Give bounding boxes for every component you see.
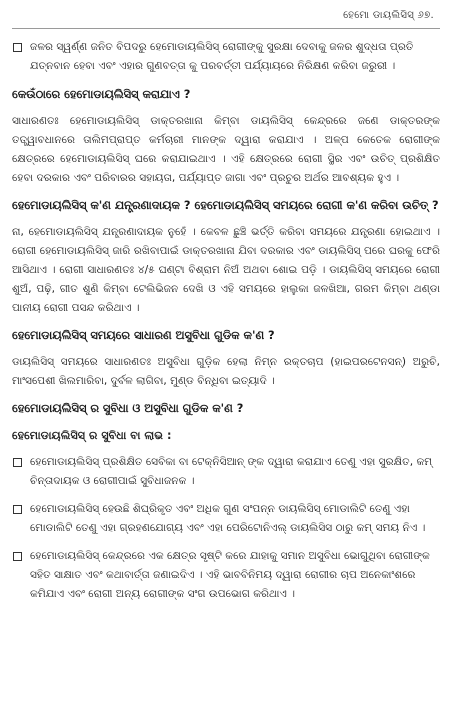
advantage-item [12,547,440,604]
square-bullet-icon [13,458,22,467]
square-bullet-icon [13,552,22,561]
section-heading-painful: ହେମୋଡାୟଲିସିସ୍ କ'ଣ ଯନ୍ତ୍ରଣାଦାୟକ ? ହେମୋଡାୟଲିସିସ୍ ସମୟରେ ରୋଗୀ କ'ଣ କରିବା ଉଚିତ୍ ? [12,198,439,212]
section-heading-pros-cons: ହେମୋଡାୟଲିସିସ୍ ର ସୁବିଧା ଓ ଅସୁବିଧା ଗୁଡିକ କ'ଣ ? [12,401,244,415]
section-body-problems: ଡାୟଲିସିସ୍ ସମୟରେ ସାଧାରଣତଃ ଅସୁବିଧା ଗୁଡ଼ିକ ହେଲା ନିମ୍ନ ରକ୍ତଚାପ (ହାଇପରଟେନସନ୍) ଅରୁଚି, ମାଂସପେଶୀ ଖିଲମାରିବା, ଦୁର୍ବଳ ଲାଗିବା, ମୁଣ୍ଡ ବିନ୍ଧିବା ଇତ୍ୟାଦି । [12,356,440,387]
section-heading-where: କେଉଁଠାରେ ହେମୋଡାୟଲିସିସ୍ କରାଯାଏ ? [12,87,191,101]
section-body-where: ସାଧାରଣତଃ ହେମୋଡାୟଲିସିସ୍ ଡାକ୍ତରଖାନା କିମ୍ବା ଡାୟଲିସିସ୍ କେନ୍ଦ୍ରରେ ଜଣେ ଡାକ୍ତରଙ୍କ ତତ୍ତ୍ୱାବଧାନରେ ତାଲିମପ୍ରାପ୍ତ କର୍ମଚାରୀ ମାନଙ୍କ ଦ୍ୱାରା କରାଯାଏ । ଅଳ୍ପ କେତେକ ରୋଗୀଙ୍କ କ୍ଷେତ୍ରରେ ହେମୋଡାୟଲିସିସ୍ ଘରେ କରାଯାଇଥାଏ । ଏହି କ୍ଷେତ୍ରରେ ରୋଗୀ ସ୍ଥିର ଏବଂ ଉଚିତ୍ ପ୍ରଶିକ୍ଷିତ ହେବା ଦରକାର ଏବଂ ପରିବାରର ସହାୟତା, ପର୍ଯ୍ୟାପ୍ତ ଜାଗା ଏବଂ ପ୍ରଚୁର ଅର୍ଥର ଆବଶ୍ୟକ ହୁଏ । [12,115,440,184]
section-heading-problems: ହେମୋଡାୟଲିସିସ୍ ସମୟରେ ସାଧାରଣ ଅସୁବିଧା ଗୁଡିକ କ'ଣ ? [12,328,275,342]
section-subheading-advantages: ହେମୋଡାୟଲିସିସ୍ ର ସୁବିଧା ବା ଲାଭ : [12,429,172,442]
advantage-item [12,453,440,491]
advantage-text: ହେମୋଡାୟଲିସିସ୍ ପ୍ରଶିକ୍ଷିତ ସେବିକା ବା ଟେକ୍ନିସିଆନ୍ ଙ୍କ ଦ୍ୱାରା କରାଯାଏ ତେଣୁ ଏହା ସୁରକ୍ଷିତ, କମ୍ ଚିନ୍ତାଦାୟକ ଓ ରୋଗୀପାଇଁ ସୁବିଧାଜନକ । [30,456,433,487]
advantage-text: ହେମୋଡାୟଲିସିସ୍ କେନ୍ଦ୍ରରେ ଏକ କ୍ଷେତ୍ର ସୃଷ୍ଟି କରେ ଯାହାକୁ ସମାନ ଅସୁବିଧା ଭୋଗୁଥିବା ରୋଗୀଙ୍କ ସହିତ ସାକ୍ଷାତ ଏବଂ କଥାବାର୍ତ୍ତା ଜଣାଇଦିଏ । ଏହି ଭାବବିନିମୟ ଦ୍ୱାରା ରୋଗୀର ଚାପ ଅନେକାଂଶରେ କମିଯାଏ ଏବଂ ରୋଗୀ ଅନ୍ୟ ରୋଗୀଙ୍କ ସଂଗ ଉପଭୋଗ କରିଥାଏ । [30,550,430,600]
running-header: ହେମୋ ଡାୟଲିସିସ୍ ୬୭. [12,6,440,29]
advantage-item [12,500,440,538]
advantage-text: ହେମୋଡାୟଲିସିସ୍ ହେଉଛି ଶିଘ୍ରିକୃତ ଏବଂ ଅଧିକ ଗୁଣ ସଂପନ୍ନ ଡାୟଲିସିସ୍ ମୋଡାଲିଟି ତେଣୁ ଏହା ମୋଡାଲିଟି ତେଣୁ ଏହା ଗ୍ରହଣଯୋଗ୍ୟ ଏବଂ ଏହା ପେରିଟୋନିଏଲ୍ ଡାୟଲିସିସ ଠାରୁ କମ୍ ସମୟ ନିଏ । [30,503,426,534]
page-content [12,29,440,604]
intro-bullet-item [12,38,440,76]
intro-bullet-text: ଜଳର ସ୍ୱର୍ଣ୍ଣ ଜନିତ ବିପଦରୁ ହେମୋଡାୟଲିସିସ୍ ରୋଗୀଙ୍କୁ ସୁରକ୍ଷା ଦେବାକୁ ଜଳର ଶୁଦ୍ଧତା ପ୍ରତି ଯତ୍ନବାନ ହେବା ଏବଂ ଏହାର ଗୁଣବତ୍ତା କୁ ପରବର୍ତ୍ତୀ ପର୍ଯ୍ୟାୟରେ ନିରିକ୍ଷଣ କରିବା ଜରୁରୀ । [30,41,414,72]
square-bullet-icon [13,43,22,52]
section-body-painful: ନା, ହେମୋଡାୟଲିସିସ୍ ଯନ୍ତ୍ରଣାଦାୟକ ନୁହେଁ । କେବଳ ଛୁଞ୍ଚି ଭର୍ତ୍ତି କରିବା ସମୟରେ ଯନ୍ତ୍ରଣା ହୋଇଥାଏ । ରୋଗୀ ହେମୋଡାୟଲିସିସ୍ ଜାରି ରଖିବାପାଇଁ ଡାକ୍ତରଖାନା ଯିବା ଦରକାର ଏବଂ ଡାୟଲିସିସ୍ ପରେ ଘରକୁ ଫେରି ଆସିଥାଏ । ରୋଗୀ ସାଧାରଣତଃ ୪/୫ ଘଣ୍ଟା ବିଶ୍ରାମ ନିଅଁ ଅଥବା ଶୋଇ ପଡ଼ି । ଡାୟଲିସିସ୍ ସମୟରେ ରୋଗୀ ଶୁଅଁ, ପଢ଼ି, ଗୀତ ଶୁଣି କିମ୍ବା ଟେଲିଭିଜନ ଦେଖି ଓ ଏହି ସମୟରେ ହାଲୁକା ଜଳଖିଆ, ଗରମ କିମ୍ବା ଥଣ୍ଡା ପାନୀୟ ରୋଗୀ ପସନ୍ଦ କରିଥାଏ । [12,226,440,314]
square-bullet-icon [13,505,22,514]
